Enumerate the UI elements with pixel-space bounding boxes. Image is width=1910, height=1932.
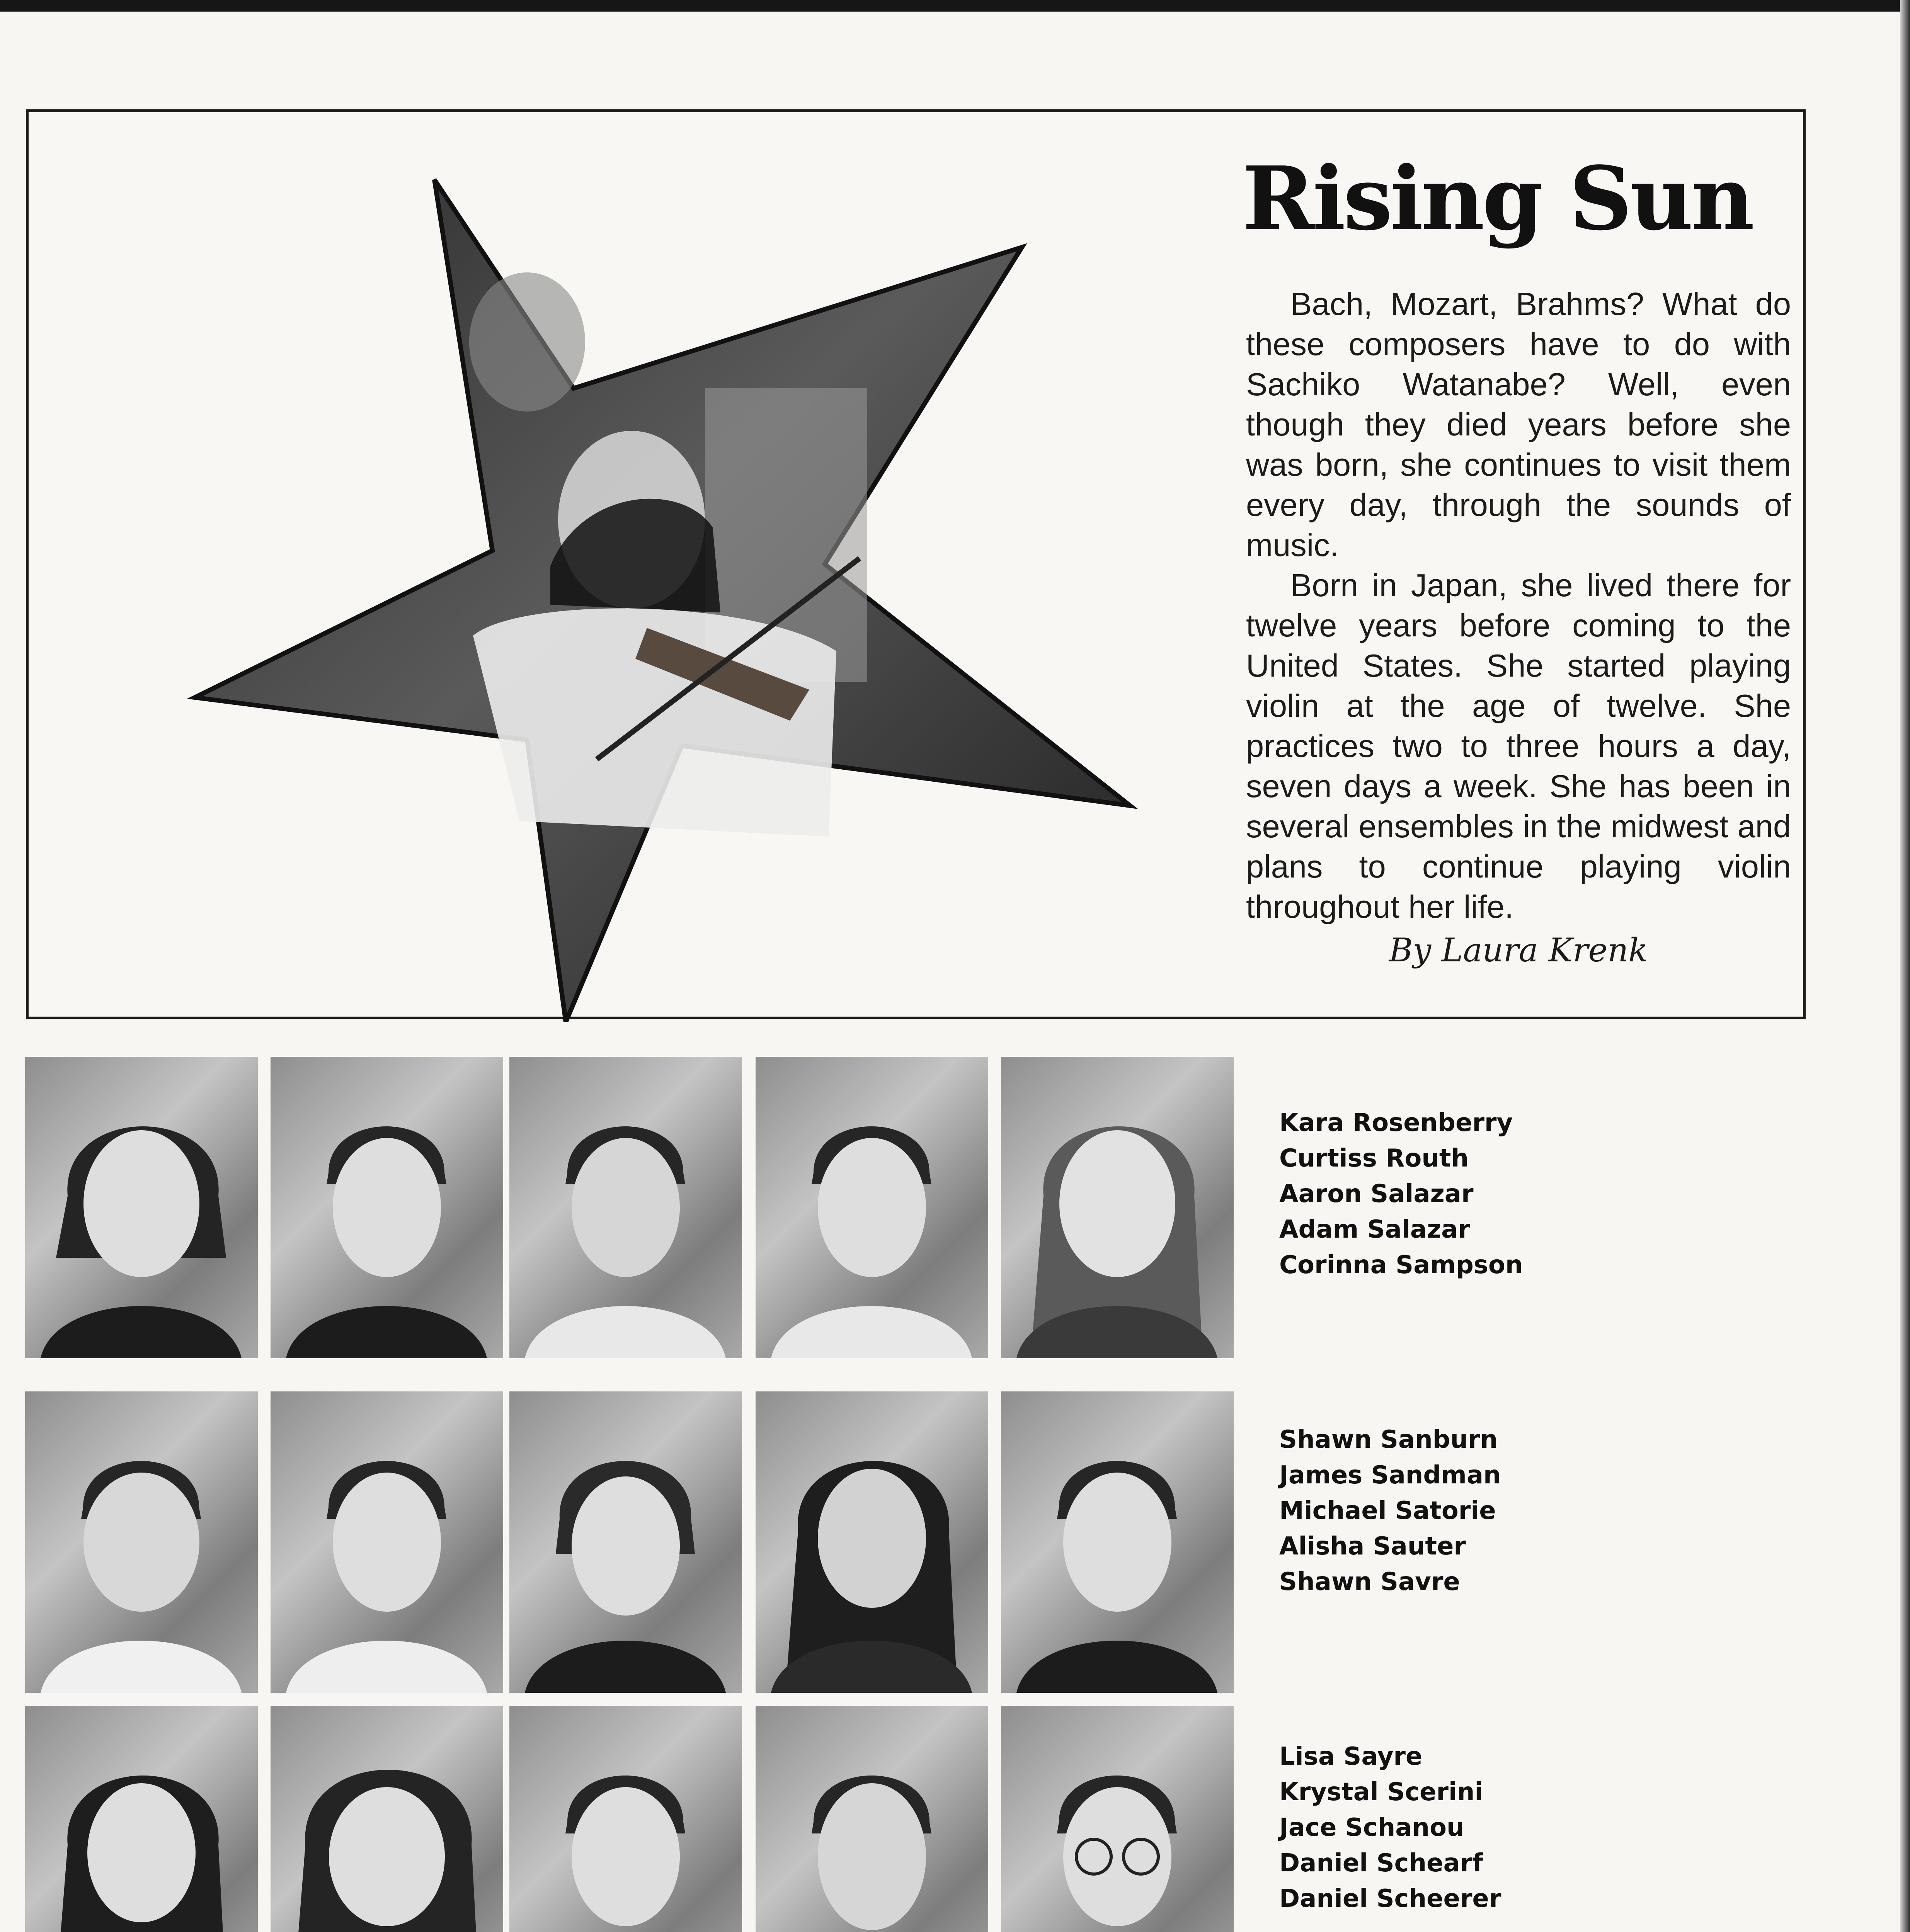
portrait-grid [25, 1057, 1250, 1932]
student-name: Alisha Sauter [1279, 1532, 1466, 1561]
student-name: Daniel Schearf [1279, 1849, 1483, 1878]
feature-paragraph: Bach, Mozart, Brahms? What do these composers have to do with Sachiko Watanabe? Well, even though they died years before she was born, she continues to visit them every day, through the sounds of music. [1246, 286, 1791, 563]
student-name: Aaron Salazar [1279, 1180, 1474, 1208]
page-binding-edge [1900, 0, 1910, 1932]
background-student-shape [469, 272, 585, 412]
student-name: Corinna Sampson [1279, 1251, 1523, 1279]
page-top-edge [0, 0, 1910, 12]
student-portrait [1001, 1391, 1234, 1693]
student-portrait [25, 1706, 258, 1932]
star-photo-violinist [172, 141, 1146, 1022]
student-portrait [509, 1706, 742, 1932]
student-portrait [1001, 1057, 1234, 1358]
student-name: Curtiss Routh [1279, 1144, 1469, 1173]
student-portrait [25, 1391, 258, 1693]
portrait-row [25, 1057, 1250, 1358]
name-list-row-2 [1279, 1422, 1782, 1600]
student-name: Adam Salazar [1279, 1215, 1470, 1244]
student-name: Daniel Scheerer [1279, 1884, 1501, 1913]
student-name: Lisa Sayre [1279, 1742, 1423, 1771]
student-name: Kara Rosenberry [1279, 1109, 1513, 1137]
student-portrait [271, 1391, 503, 1693]
student-name: Michael Satorie [1279, 1497, 1496, 1525]
feature-byline: By Laura Krenk [1389, 931, 1648, 969]
student-portrait [271, 1057, 503, 1358]
student-name: Jace Schanou [1279, 1813, 1464, 1842]
student-name: Shawn Savre [1279, 1568, 1460, 1596]
name-list-row-3 [1279, 1739, 1782, 1917]
student-portrait [1001, 1706, 1234, 1932]
feature-story-box [26, 109, 1806, 1019]
student-portrait [509, 1391, 742, 1693]
student-name: Krystal Scerini [1279, 1778, 1483, 1806]
student-portrait [756, 1057, 988, 1358]
portrait-row [25, 1706, 1250, 1932]
student-portrait [509, 1057, 742, 1358]
student-name: Shawn Sanburn [1279, 1425, 1498, 1454]
student-portrait [271, 1706, 503, 1932]
feature-paragraph: Born in Japan, she lived there for twelve years before coming to the United States. She started playing violin at the age of twelve. She practices two to three hours a day, seven days a week. She has been in several ensembles in the midwest and plans to continue playing violin throughout her life. [1246, 567, 1791, 925]
student-portrait [756, 1391, 988, 1693]
feature-body [1246, 284, 1791, 927]
student-portrait [25, 1057, 258, 1358]
portrait-row [25, 1391, 1250, 1693]
student-name: James Sandman [1279, 1461, 1501, 1490]
student-portrait [756, 1706, 988, 1932]
name-list-row-1 [1279, 1105, 1782, 1283]
feature-title: Rising Sun [1242, 148, 1752, 250]
